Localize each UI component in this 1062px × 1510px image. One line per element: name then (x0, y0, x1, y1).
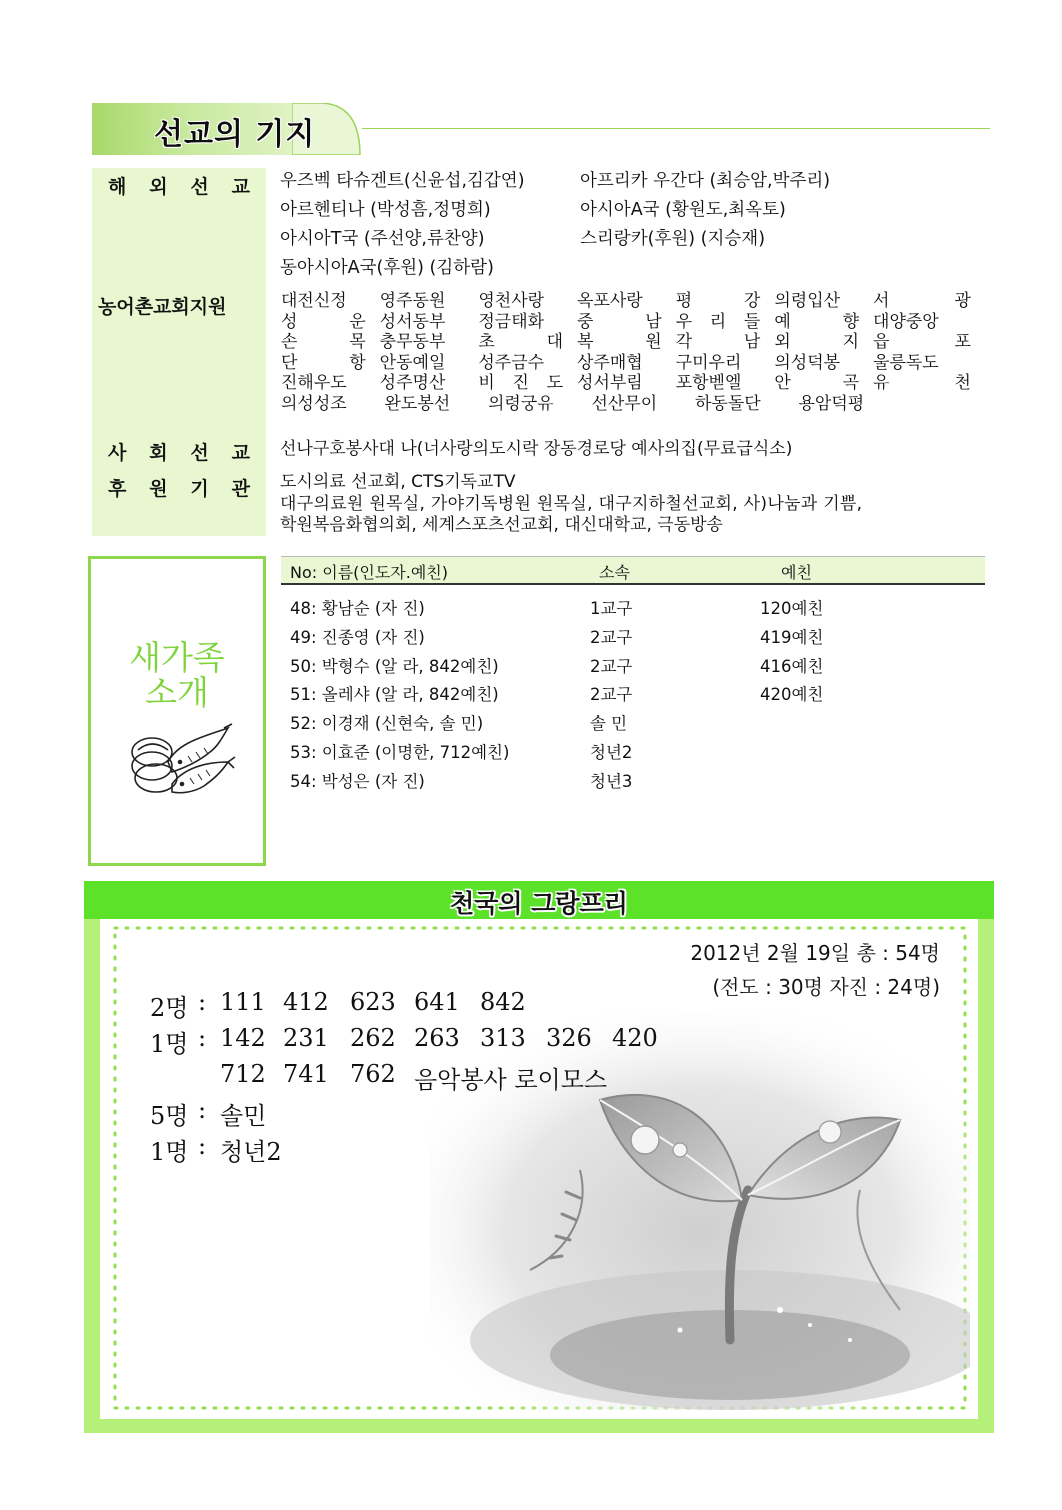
new-family-entry: 52: 이경재 (신현숙, 솔 민) (290, 714, 484, 734)
new-family-entry: 54: 박성은 (자 진) (290, 771, 425, 791)
new-family-title-line: 새가족 (129, 638, 225, 677)
new-family-entry: 49: 진종영 (자 진) (290, 627, 425, 647)
label-overseas (92, 168, 266, 282)
new-family-row (290, 595, 970, 623)
overseas-item: 아시아T국 (주선양,류찬양) (280, 229, 485, 249)
grand-prix-item: 313 (480, 1024, 526, 1052)
new-family-entry: 50: 박형수 (알 라, 842예친) (290, 656, 499, 676)
grand-prix-item: 842 (480, 988, 526, 1016)
rural-church-name: 초 대 (478, 332, 564, 352)
rural-church-name: 복 원 (577, 332, 662, 352)
rural-church-name: 우 리 들 (675, 311, 761, 332)
rural-church-grid (281, 291, 971, 414)
sponsor-line: 도시의료 선교회, CTS기독교TV (280, 472, 516, 492)
rural-church-name: 단 항 (281, 352, 366, 373)
rural-church-name: 대양중앙 (873, 311, 939, 332)
new-family-cell: 120예친 (760, 599, 824, 618)
grand-prix-line (150, 988, 670, 1020)
new-family-group: 1교구 (590, 599, 633, 618)
grand-prix-count: 2명 (150, 994, 189, 1022)
new-family-row (290, 768, 970, 796)
rural-church-name: 안동예일 (379, 352, 446, 373)
rural-church-name: 읍 포 (873, 332, 971, 352)
overseas-item: 스리랑카(후원) (지승재) (580, 229, 766, 249)
rural-church-name: 상주매협 (577, 352, 643, 373)
rural-church-row (281, 291, 971, 312)
rural-church-name: 외 지 (774, 332, 860, 352)
overseas-item: 아시아A국 (황원도,최옥토) (580, 200, 786, 220)
new-family-entry: 48: 황남순 (자 진) (290, 599, 425, 618)
rural-church-name: 서 광 (873, 291, 971, 311)
grand-prix-item: 712 (220, 1060, 266, 1088)
grand-prix-line (150, 1132, 670, 1164)
rural-church-name: 안 곡 (774, 373, 860, 393)
grand-prix-item: 412 (283, 988, 329, 1016)
grand-prix-sep: : (198, 1132, 207, 1160)
new-family-header (281, 556, 985, 585)
new-family-group: 청년2 (590, 743, 633, 762)
label-sponsor (92, 468, 266, 536)
label-social-text: 사 회 선 교 (108, 442, 250, 464)
rural-church-name: 의성덕봉 (774, 352, 841, 373)
header-rule (362, 128, 990, 129)
header-cell: 예친 (781, 563, 812, 582)
grand-prix-item: 청년2 (220, 1138, 282, 1166)
section-title: 선교의 기지 (154, 117, 316, 152)
rural-church-name: 충무동부 (379, 332, 446, 352)
grand-prix-line (150, 1096, 670, 1128)
grand-prix-line (150, 1024, 670, 1056)
overseas-item: 아프리카 우간다 (최승암,박주리) (580, 171, 831, 191)
rural-church-name: 유 천 (873, 373, 971, 393)
rural-church-name: 의령궁유 (488, 393, 554, 414)
new-family-row (290, 710, 970, 738)
section-header-mission (92, 103, 362, 155)
date-total-line: 2012년 2월 19일 총 : 54명 (690, 941, 940, 965)
bread-fish-icon (128, 722, 236, 800)
rural-church-name: 성주금수 (478, 352, 545, 373)
label-sponsor-text: 후 원 기 관 (108, 478, 250, 500)
rural-church-name: 손 목 (281, 332, 366, 352)
new-family-title (88, 640, 266, 710)
rural-church-name: 비 진 도 (478, 373, 563, 393)
rural-church-row (281, 394, 971, 415)
rural-church-name: 의성성조 (281, 393, 347, 414)
grand-prix-item: 263 (414, 1024, 460, 1052)
rural-church-name: 영천사랑 (478, 291, 545, 311)
new-family-group: 솔 민 (590, 714, 628, 734)
grand-prix-count: 1명 (150, 1030, 189, 1058)
overseas-item: 우즈벡 타슈겐트(신윤섭,김갑연) (280, 171, 525, 191)
rural-church-name: 성 운 (281, 311, 366, 332)
rural-church-name: 정금태화 (478, 311, 545, 332)
rural-church-name: 선산무이 (591, 393, 658, 414)
new-family-row (290, 624, 970, 652)
rural-church-name: 의령입산 (774, 291, 841, 311)
rural-church-row (281, 332, 971, 353)
social-text: 선나구호봉사대 나(너사랑의도시락 장동경로당 예사의집(무료급식소) (280, 439, 793, 459)
rural-church-row (281, 373, 971, 394)
header-no-name: No: 이름(인도자.예친) (290, 563, 448, 582)
grand-prix-sep: : (198, 1096, 207, 1124)
new-family-row (290, 653, 970, 681)
rural-church-name: 완도봉선 (384, 393, 451, 414)
label-overseas-text: 해 외 선 교 (108, 176, 250, 198)
new-family-cell: 419예친 (760, 627, 824, 647)
grand-prix-item: 623 (350, 988, 396, 1016)
rural-church-name: 각 남 (675, 332, 761, 352)
grand-prix-sep: : (198, 988, 207, 1016)
new-family-group: 2교구 (590, 685, 633, 705)
grand-prix-item: 641 (414, 988, 460, 1016)
grand-prix-item: 762 (350, 1060, 396, 1088)
label-social (92, 432, 266, 468)
new-family-cell: 420예친 (760, 685, 824, 705)
rural-church-name: 중 남 (577, 311, 662, 332)
rural-church-name: 평 강 (675, 291, 761, 311)
rural-church-name: 포항벧엘 (675, 373, 742, 393)
grand-prix-item: 262 (350, 1024, 396, 1052)
sponsor-line: 학원복음화협의회, 세계스포츠선교회, 대신대학교, 극동방송 (280, 515, 723, 535)
grand-prix-item: 142 (220, 1024, 266, 1052)
rural-church-row (281, 312, 971, 333)
rural-church-name: 성서동부 (379, 311, 446, 332)
new-family-entry: 51: 올레샤 (알 라, 842예친) (290, 685, 499, 705)
new-family-entry: 53: 이효준 (이명한, 712예친) (290, 743, 510, 762)
rural-church-row (281, 353, 971, 374)
grand-prix-item: 326 (546, 1024, 592, 1052)
grand-prix-item: 111 (220, 988, 266, 1016)
rural-church-name: 용암덕평 (798, 393, 865, 414)
overseas-item: 동아시아A국(후원) (김하람) (280, 258, 494, 278)
new-family-group: 2교구 (590, 656, 633, 676)
new-family-group: 청년3 (590, 771, 633, 791)
label-rural-text: 농어촌교회지원 (98, 296, 227, 318)
label-rural (92, 282, 266, 432)
rural-church-name: 진해우도 (281, 373, 347, 393)
new-family-row (290, 739, 970, 767)
header-group: 소속 (599, 563, 630, 582)
grand-prix-item: 음악봉사 로이모스 (414, 1066, 608, 1094)
rural-church-name: 옥포사랑 (577, 291, 643, 311)
grand-prix-count: 5명 (150, 1102, 189, 1130)
new-family-row (290, 681, 970, 709)
rural-church-name: 구미우리 (675, 352, 742, 373)
rural-church-name: 성주명산 (379, 373, 446, 393)
breakdown-line: (전도 : 30명 자진 : 24명) (712, 975, 940, 999)
rural-church-name: 대전신정 (281, 291, 347, 311)
grand-prix-item: 231 (283, 1024, 329, 1052)
grand-prix-item: 420 (612, 1024, 658, 1052)
new-family-title-line: 소개 (145, 673, 209, 712)
rural-church-name: 울릉독도 (873, 352, 939, 373)
grand-prix-count: 1명 (150, 1138, 189, 1166)
grand-prix-line (150, 1060, 670, 1092)
rural-church-name: 성서부림 (577, 373, 643, 393)
new-family-cell: 416예친 (760, 656, 824, 676)
grand-prix-item: 솔민 (220, 1102, 267, 1130)
sponsor-line: 대구의료원 원목실, 가야기독병원 원목실, 대구지하철선교회, 사)나눔과 기쁨, (280, 494, 863, 514)
rural-church-name: 예 향 (774, 311, 860, 332)
new-family-group: 2교구 (590, 627, 633, 647)
overseas-item: 아르헨티나 (박성흠,정명희) (280, 200, 491, 220)
grand-prix-sep: : (198, 1024, 207, 1052)
grand-prix-item: 741 (283, 1060, 329, 1088)
grand-prix-title: 천국의 그랑프리 (450, 889, 628, 918)
rural-church-name: 하동돌단 (695, 393, 761, 414)
rural-church-name: 영주동원 (379, 291, 446, 311)
